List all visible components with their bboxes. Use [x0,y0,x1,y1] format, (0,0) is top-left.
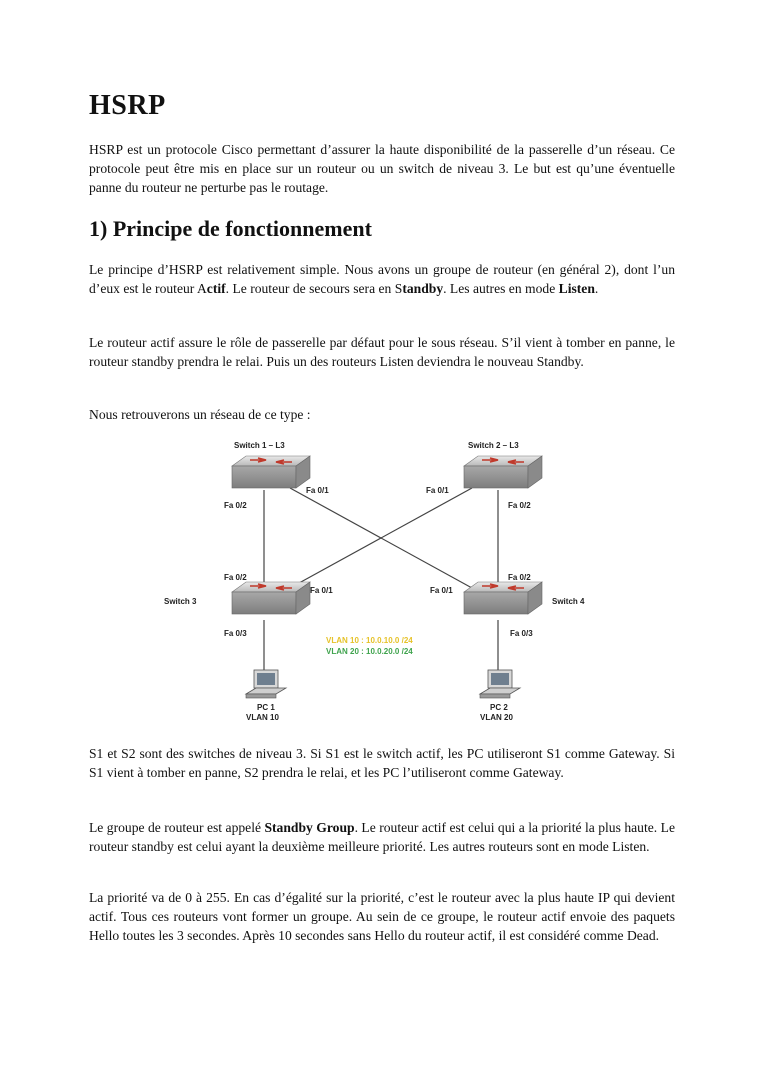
pc-1-label: PC 1 [257,703,275,712]
pc-2-icon [480,670,520,698]
switch-1-label: Switch 1 – L3 [234,441,285,450]
switch-4-icon [464,582,542,614]
active-router-paragraph: Le routeur actif assure le rôle de passerelle par défaut pour le sous réseau. S’il vient à tomber en panne, le routeur standby prendra le relai. Puis un des routeurs Listen deviendra le nouveau Standby. [89,335,675,369]
principle-paragraph [89,260,675,298]
switch-3-label: Switch 3 [164,597,197,606]
p1-text-a: Le principe d’HSRP est relativement simple. Nous avons un groupe de routeur (en général 2), dont l’un d’eux est le routeur A [89,262,675,296]
vlan10-legend: VLAN 10 : 10.0.10.0 /24 [326,636,413,645]
p1-bold-actif: ctif [206,281,226,296]
network-intro-paragraph: Nous retrouverons un réseau de ce type : [89,407,311,422]
network-diagram [160,430,630,730]
switch-2-label: Switch 2 – L3 [468,441,519,450]
port-label-s4-fa01: Fa 0/1 [430,586,453,595]
pc-1-vlan-label: VLAN 10 [246,713,279,722]
switch-1-icon [232,456,310,488]
port-label-s3-fa02: Fa 0/2 [224,573,247,582]
port-label-s3-fa01: Fa 0/1 [310,586,333,595]
port-label-s3-fa03: Fa 0/3 [224,629,247,638]
standby-group-paragraph [89,818,675,856]
port-label-s2-fa01: Fa 0/1 [426,486,449,495]
port-label-s2-fa02: Fa 0/2 [508,501,531,510]
priority-paragraph: La priorité va de 0 à 255. En cas d’égalité sur la priorité, c’est le routeur avec la plus haute IP qui devient actif. Tous ces routeurs vont former un groupe. Au sein de ce groupe, le routeur actif envoie des paquets Hello toutes les 3 secondes. Après 10 secondes sans Hello du routeur actif, il est considéré comme Dead. [89,890,675,943]
p5-text-a: Le groupe de routeur est appelé [89,820,265,835]
p1-text-g: . [594,281,599,296]
port-label-s1-fa02: Fa 0/2 [224,501,247,510]
vlan20-legend: VLAN 20 : 10.0.20.0 /24 [326,647,413,656]
intro-paragraph: HSRP est un protocole Cisco permettant d’assurer la haute disponibilité de la passerelle d’un réseau. Ce protocole peut être mis en place sur un routeur ou un switch de niveau 3. Le but est qu’une éventuelle panne du routeur ne perturbe pas le routage. [89,142,675,195]
p1-text-c: . Le routeur de secours sera en S [225,281,403,296]
port-label-s1-fa01: Fa 0/1 [306,486,329,495]
switch-2-icon [464,456,542,488]
pc-2-label: PC 2 [490,703,508,712]
pc-2-vlan-label: VLAN 20 [480,713,513,722]
p5-bold-standby-group: Standby Group [264,820,355,835]
page-title: HSRP [89,90,166,121]
p1-bold-standby: tandby [402,281,444,296]
p1-bold-listen: Listen [558,281,595,296]
pc-1-icon [246,670,286,698]
port-label-s4-fa02: Fa 0/2 [508,573,531,582]
switch-4-label: Switch 4 [552,597,585,606]
switches-paragraph: S1 et S2 sont des switches de niveau 3. Si S1 est le switch actif, les PC utiliseront S1 comme Gateway. Si S1 vient à tomber en panne, S2 prendra le relai, et les PC l’utiliseront comme Gateway. [89,746,675,780]
p1-text-e: . Les autres en mode [443,281,559,296]
switch-3-icon [232,582,310,614]
port-label-s4-fa03: Fa 0/3 [510,629,533,638]
p5-text-c: . Le routeur actif est celui qui a la priorité la plus haute. Le routeur standby est celui ayant la deuxième meilleure priorité. Les autres routeurs sont en mode Listen. [89,820,675,854]
section-heading: 1) Principe de fonctionnement [89,216,372,241]
